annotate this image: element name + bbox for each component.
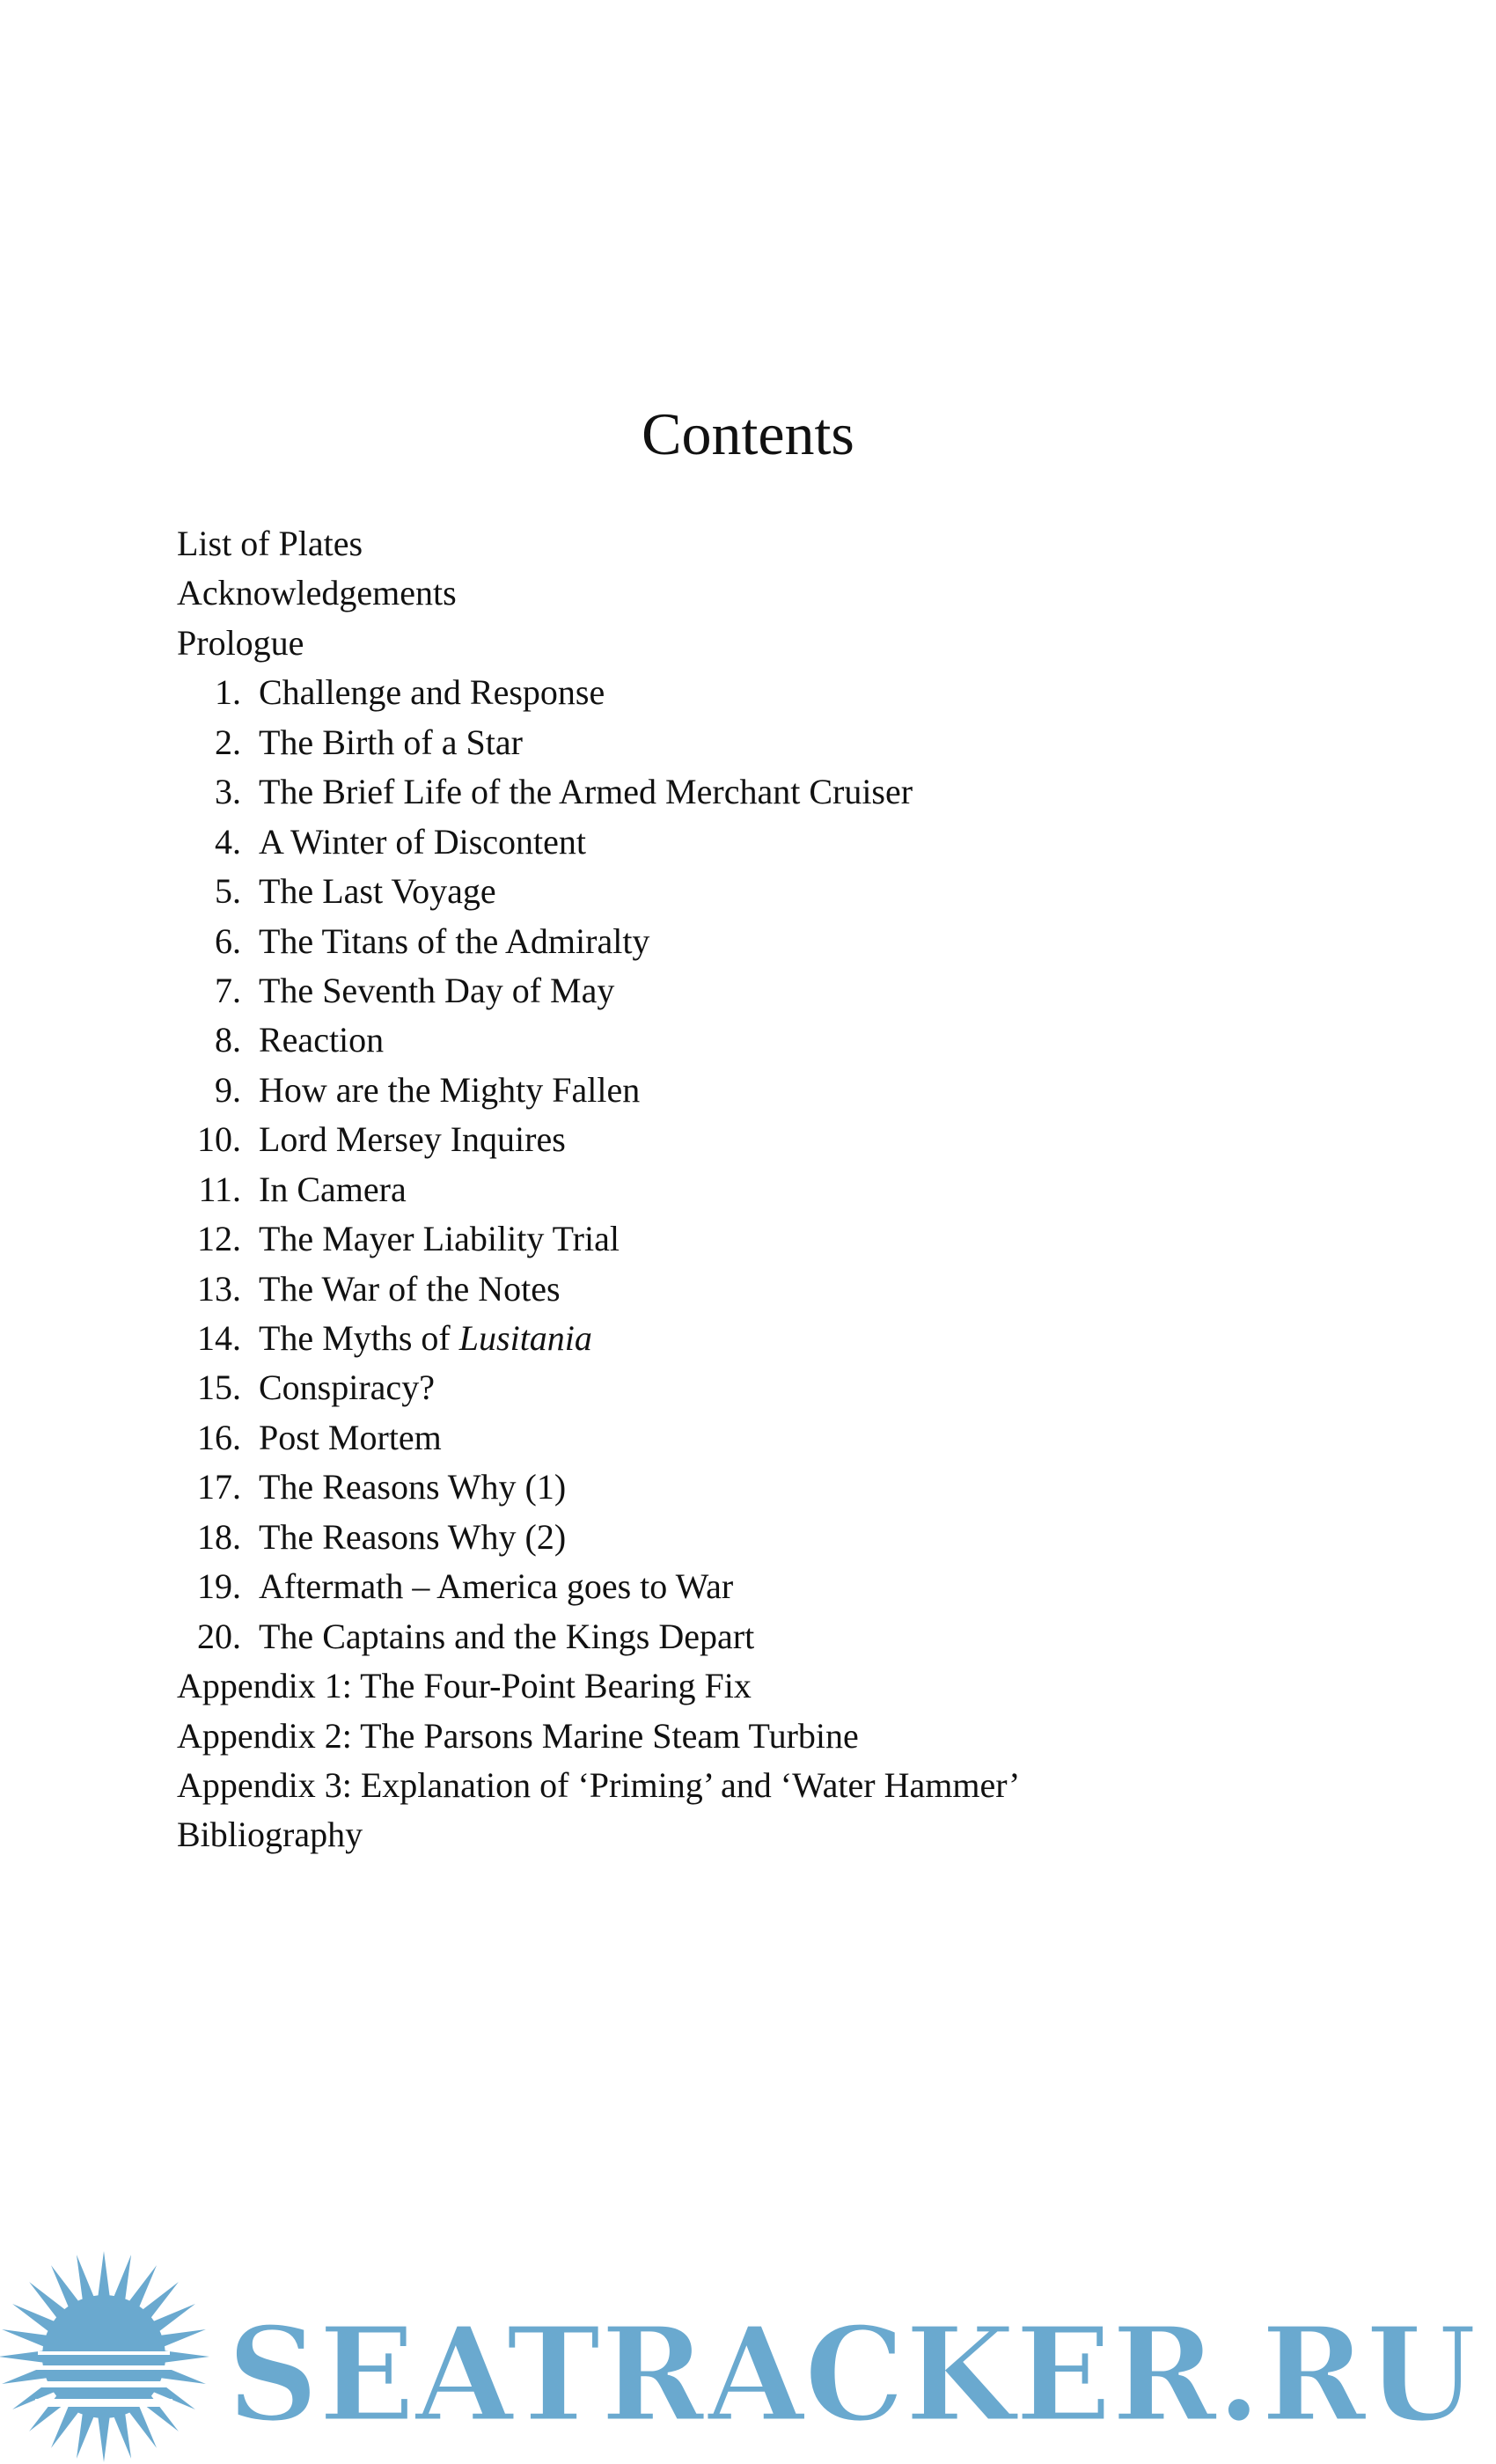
toc-chapter <box>177 1413 1020 1463</box>
toc-chapter <box>177 1115 1020 1164</box>
chapter-title: The Reasons Why (1) <box>259 1467 567 1507</box>
chapter-number: 9. <box>215 1069 241 1110</box>
chapter-title: Post Mortem <box>259 1417 442 1457</box>
sun-icon <box>0 2251 209 2462</box>
toc-chapter <box>177 668 1020 717</box>
toc-chapter <box>177 917 1020 966</box>
toc-entry-front <box>177 568 1020 618</box>
toc-entry-front <box>177 619 1020 668</box>
chapter-title: The Last Voyage <box>259 871 496 912</box>
chapter-number: 15. <box>197 1368 241 1408</box>
chapter-number: 8. <box>215 1020 241 1060</box>
chapter-number: 17. <box>197 1467 241 1507</box>
chapter-number: 10. <box>197 1119 241 1160</box>
chapter-title: Lord Mersey Inquires <box>259 1119 566 1160</box>
toc-chapter <box>177 1214 1020 1264</box>
toc-chapter <box>177 1265 1020 1314</box>
chapter-title: Challenge and Response <box>259 672 605 713</box>
watermark-text: SEATRACKER.RU <box>227 2298 1477 2451</box>
toc-chapter <box>177 718 1020 767</box>
toc-entry-label: Bibliography <box>177 1815 363 1855</box>
chapter-number: 13. <box>197 1268 241 1309</box>
toc-chapter <box>177 1562 1020 1611</box>
chapter-title: In Camera <box>259 1169 407 1209</box>
toc-chapter <box>177 1066 1020 1115</box>
chapter-title: Conspiracy? <box>259 1368 435 1408</box>
toc-entry-back <box>177 1810 1020 1859</box>
chapter-number: 3. <box>215 772 241 812</box>
chapter-title: The Myths of Lusitania <box>259 1318 592 1358</box>
toc-chapter <box>177 966 1020 1016</box>
chapter-number: 16. <box>197 1417 241 1457</box>
chapter-title: The Mayer Liability Trial <box>259 1219 620 1259</box>
chapter-number: 18. <box>197 1516 241 1557</box>
ship-name: Lusitania <box>458 1318 592 1358</box>
chapter-number: 7. <box>215 970 241 1010</box>
chapter-title: The Birth of a Star <box>259 722 523 762</box>
chapter-number: 11. <box>198 1169 241 1209</box>
toc-entry-back <box>177 1661 1020 1711</box>
toc-chapter <box>177 1612 1020 1661</box>
toc-chapter <box>177 818 1020 867</box>
chapter-title: A Winter of Discontent <box>259 821 587 862</box>
watermark <box>0 2235 1496 2464</box>
toc-entry-back <box>177 1712 1020 1761</box>
page-title: Contents <box>642 400 854 467</box>
chapter-number: 14. <box>197 1318 241 1358</box>
chapter-number: 5. <box>215 871 241 912</box>
toc-chapter <box>177 1165 1020 1214</box>
toc-entry-label: Appendix 1: The Four-Point Bearing Fix <box>177 1666 752 1706</box>
chapter-number: 12. <box>197 1219 241 1259</box>
chapter-number: 4. <box>215 821 241 862</box>
chapter-number: 19. <box>197 1566 241 1607</box>
toc-chapter <box>177 1363 1020 1412</box>
toc-chapter <box>177 1463 1020 1512</box>
toc-chapter <box>177 1513 1020 1562</box>
table-of-contents <box>177 519 1020 1860</box>
chapter-title: The Seventh Day of May <box>259 970 615 1010</box>
chapter-title: How are the Mighty Fallen <box>259 1069 641 1110</box>
chapter-number: 1. <box>215 672 241 713</box>
chapter-title: Aftermath – America goes to War <box>259 1566 734 1607</box>
toc-entry-label: Appendix 3: Explanation of ‘Priming’ and ‘Water Hammer’ <box>177 1764 1021 1805</box>
toc-entry-back <box>177 1761 1020 1810</box>
toc-entry-label: Appendix 2: The Parsons Marine Steam Turbine <box>177 1715 859 1756</box>
chapter-number: 6. <box>215 920 241 961</box>
chapter-title: The Brief Life of the Armed Merchant Cruiser <box>259 772 913 812</box>
toc-entry-label: List of Plates <box>177 524 363 563</box>
toc-entry-label: Prologue <box>177 622 304 663</box>
toc-chapter <box>177 1314 1020 1363</box>
chapter-title: Reaction <box>259 1020 385 1060</box>
chapter-number: 2. <box>215 722 241 762</box>
toc-chapter <box>177 767 1020 817</box>
toc-chapter <box>177 867 1020 916</box>
toc-entry-front <box>177 519 1020 568</box>
chapter-title: The Captains and the Kings Depart <box>259 1616 755 1656</box>
toc-chapter <box>177 1016 1020 1065</box>
chapter-title: The War of the Notes <box>259 1268 561 1309</box>
chapter-number: 20. <box>197 1616 241 1656</box>
chapter-title: The Titans of the Admiralty <box>259 920 650 961</box>
toc-entry-label: Acknowledgements <box>177 573 457 613</box>
chapter-title: The Reasons Why (2) <box>259 1516 567 1557</box>
